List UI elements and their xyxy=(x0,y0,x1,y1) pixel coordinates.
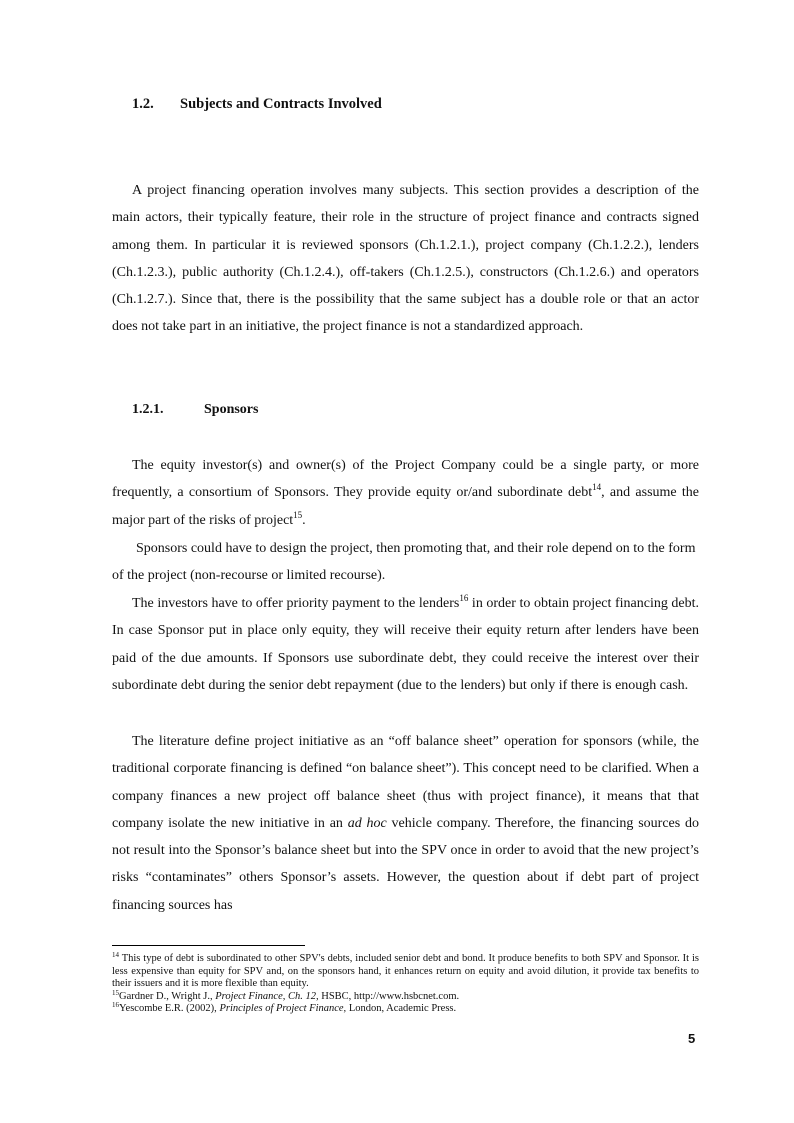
section-title: Subjects and Contracts Involved xyxy=(180,96,382,112)
italic-term: ad hoc xyxy=(347,815,387,831)
footnote-15 xyxy=(112,988,699,1004)
footnote-text: Yescombe E.R. (2002), xyxy=(119,1003,220,1015)
footnote-text: Gardner D., Wright J., xyxy=(119,990,216,1002)
intro-paragraph: A project financing operation involves many subjects. This section provides a description of the main actors, their typically feature, their role in the structure of project finance and contracts signed among them. In particular it is reviewed sponsors (Ch.1.2.1.), project company (Ch.1.2.2.), lenders (Ch.1.2.3.), public authority (Ch.1.2.4.), off-takers (Ch.1.2.5.), constructors (Ch.1.2.6.) and operators (Ch.1.2.7.). Since that, there is the possibility that the same subject has a double role or that an actor does not take part in an initiative, the project finance is not a standardized approach. xyxy=(112,183,699,335)
page-number: 5 xyxy=(688,1031,696,1046)
footnote-ref-14[interactable]: 14 xyxy=(592,482,602,493)
text-run: The literature define project initiative as an “off balance sheet” operation for sponsors (while, the traditional corporate financing is defined “on balance sheet”). This concept need to be clarified. When a company finances a new project off balance sheet (thus with project finance), it means that that company isolate the new initiative in an xyxy=(112,734,699,831)
section-heading xyxy=(132,96,382,113)
section-number: 1.2. xyxy=(132,96,154,112)
footnote-number: 15 xyxy=(112,988,119,997)
paragraph-priority-payment xyxy=(112,590,699,699)
footnotes xyxy=(112,953,699,1016)
footnote-16 xyxy=(112,1003,699,1016)
footnote-text: HSBC, http://www.hsbcnet.com. xyxy=(318,990,460,1002)
text-run: in order to obtain project financing debt. In case Sponsor put in place only equity, they will receive their equity return after lenders have been paid of the due amounts. If Sponsors use subordinate debt, they could receive the interest over their subordinate debt during the senior debt repayment (due to the lenders) but only if there is enough cash. xyxy=(112,596,700,693)
subsection-number: 1.2.1. xyxy=(132,402,164,417)
footnote-number: 14 xyxy=(112,951,119,959)
footnote-separator xyxy=(112,945,305,946)
footnote-title: Principles of Project Finance, xyxy=(219,1003,347,1015)
footnote-14 xyxy=(112,953,699,991)
text-run: , and assume the major part of the risks of project xyxy=(112,485,700,528)
text-run: The equity investor(s) and owner(s) of the Project Company could be a single party, or more frequently, a consortium of Sponsors. They provide equity or/and subordinate debt xyxy=(112,458,699,501)
subsection-title: Sponsors xyxy=(204,402,259,417)
footnote-number: 16 xyxy=(112,1001,119,1010)
paragraph-off-balance-sheet xyxy=(112,728,699,919)
footnote-ref-15[interactable]: 15 xyxy=(293,509,303,520)
footnote-ref-16[interactable]: 16 xyxy=(459,593,469,603)
text-run: The investors have to offer priority payment to the lenders xyxy=(132,596,460,611)
text-run: vehicle company. Therefore, the financing sources do not result into the Sponsor’s balance sheet but into the SPV once in order to avoid that the new project’s risks “contaminates” others Sponsor’s assets. However, the question about if debt part of project financing sources has xyxy=(112,815,699,913)
footnote-text: This type of debt is subordinated to other SPV's debts, included senior debt and bond. It produce benefits to both SPV and Sponsor. It is less expensive than equity for SPV and, on the sponsors hand, it enhances return on equity and avoid dilution, it provide tax benefits to their issuers and it is more flexible than equity. xyxy=(112,953,699,990)
subsection-heading xyxy=(132,402,258,418)
paragraph-sponsors-design: Sponsors could have to design the project, then promoting that, and their role depend on to the form of the project (non-recourse or limited recourse). xyxy=(112,541,696,584)
footnote-title: Project Finance, Ch. 12, xyxy=(215,990,319,1002)
paragraph-equity-investors xyxy=(112,452,699,534)
text-run: . xyxy=(302,512,306,528)
footnote-text: London, Academic Press. xyxy=(346,1003,457,1015)
